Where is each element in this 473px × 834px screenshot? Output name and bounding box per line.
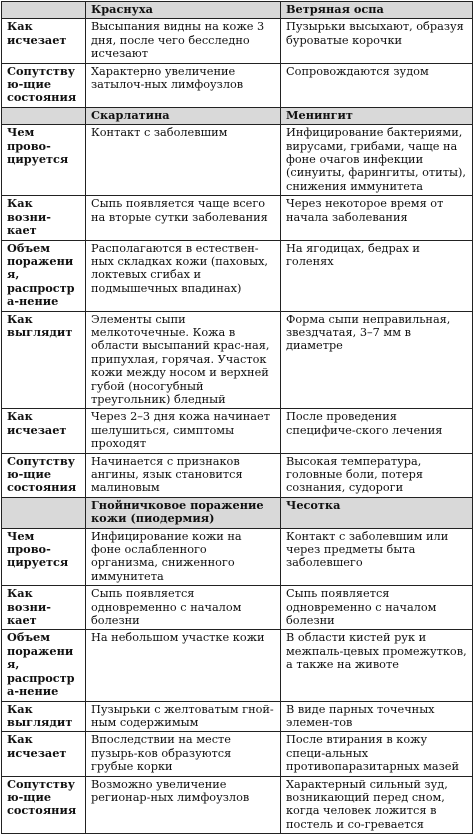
section-header-row xyxy=(2,497,473,528)
disease-name-header: Менингит xyxy=(281,107,473,124)
table-row xyxy=(2,528,473,586)
cell-left-disease: Сыпь появляется одновременно с началом болезни xyxy=(86,586,281,630)
disease-name-header: Краснуха xyxy=(86,2,281,19)
diseases-table xyxy=(1,1,473,834)
row-label: Сопутствую-щие состояния xyxy=(2,63,86,107)
cell-left-disease: Впоследствии на месте пузырь-ков образуются грубые корки xyxy=(86,732,281,776)
disease-name-header: Ветряная оспа xyxy=(281,2,473,19)
table-body xyxy=(2,2,473,834)
row-label: Как выглядит xyxy=(2,701,86,732)
table-row xyxy=(2,311,473,409)
row-label: Как выглядит xyxy=(2,311,86,409)
cell-left-disease: Сыпь появляется чаще всего на вторые сутки заболевания xyxy=(86,196,281,240)
cell-left-disease: Инфицирование кожи на фоне ослабленного организма, сниженного иммунитета xyxy=(86,528,281,586)
cell-right-disease: Пузырьки высыхают, образуя буроватые корочки xyxy=(281,19,473,63)
cell-left-disease: Контакт с заболевшим xyxy=(86,125,281,196)
header-empty-cell xyxy=(2,107,86,124)
cell-right-disease: В виде парных точечных элемен-тов xyxy=(281,701,473,732)
row-label: Как исчезает xyxy=(2,19,86,63)
table-row xyxy=(2,732,473,776)
cell-left-disease: Пузырьки с желтоватым гной-ным содержимым xyxy=(86,701,281,732)
header-empty-cell xyxy=(2,497,86,528)
cell-left-disease: Характерно увеличение затылоч-ных лимфоузлов xyxy=(86,63,281,107)
cell-right-disease: В области кистей рук и межпаль-цевых промежутков, а также на животе xyxy=(281,630,473,701)
cell-left-disease: Возможно увеличение регионар-ных лимфоузлов xyxy=(86,776,281,834)
cell-right-disease: Контакт с заболевшим или через предметы быта заболевшего xyxy=(281,528,473,586)
table-row xyxy=(2,630,473,701)
cell-right-disease: Характерный сильный зуд, возникающий перед сном, когда человек ложится в постель и со-гревается xyxy=(281,776,473,834)
section-header-row xyxy=(2,2,473,19)
row-label: Сопутствую-щие состояния xyxy=(2,453,86,497)
cell-right-disease: Форма сыпи неправильная, звездчатая, 3–7 мм в диаметре xyxy=(281,311,473,409)
header-empty-cell xyxy=(2,2,86,19)
row-label: Как исчезает xyxy=(2,409,86,453)
disease-name-header: Гнойничковое поражение кожи (пиодермия) xyxy=(86,497,281,528)
cell-left-disease: На небольшом участке кожи xyxy=(86,630,281,701)
cell-right-disease: Инфицирование бактериями, вирусами, грибами, чаще на фоне очагов инфекции (синуиты, фарингиты, отиты), снижения иммунитета xyxy=(281,125,473,196)
table-row xyxy=(2,196,473,240)
cell-left-disease: Начинается с признаков ангины, язык становится малиновым xyxy=(86,453,281,497)
table-row xyxy=(2,586,473,630)
table-row xyxy=(2,701,473,732)
row-label: Как возни-кает xyxy=(2,586,86,630)
row-label: Как исчезает xyxy=(2,732,86,776)
cell-left-disease: Элементы сыпи мелкоточечные. Кожа в области высыпаний крас-ная, припухлая, горячая. Участок кожи между носом и верхней губой (носогубный треугольник) бледный xyxy=(86,311,281,409)
cell-right-disease: На ягодицах, бедрах и голенях xyxy=(281,240,473,311)
row-label: Сопутствую-щие состояния xyxy=(2,776,86,834)
table-row xyxy=(2,63,473,107)
cell-right-disease: Через некоторое время от начала заболевания xyxy=(281,196,473,240)
row-label: Чем прово-цируется xyxy=(2,125,86,196)
row-label: Как возни-кает xyxy=(2,196,86,240)
cell-left-disease: Высыпания видны на коже 3 дня, после чего бесследно исчезают xyxy=(86,19,281,63)
table-row xyxy=(2,125,473,196)
row-label: Чем прово-цируется xyxy=(2,528,86,586)
table-row xyxy=(2,19,473,63)
table-row xyxy=(2,409,473,453)
cell-right-disease: Сопровождаются зудом xyxy=(281,63,473,107)
cell-right-disease: После проведения специфиче-ского лечения xyxy=(281,409,473,453)
disease-name-header: Скарлатина xyxy=(86,107,281,124)
disease-name-header: Чесотка xyxy=(281,497,473,528)
table-row xyxy=(2,240,473,311)
cell-right-disease: Сыпь появляется одновременно с началом болезни xyxy=(281,586,473,630)
table-row xyxy=(2,453,473,497)
row-label: Объем поражения, распростра-нение xyxy=(2,240,86,311)
table-row xyxy=(2,776,473,834)
cell-right-disease: Высокая температура, головные боли, потеря сознания, судороги xyxy=(281,453,473,497)
cell-left-disease: Располагаются в естествен-ных складках кожи (паховых, локтевых сгибах и подмышечных впадинах) xyxy=(86,240,281,311)
cell-left-disease: Через 2–3 дня кожа начинает шелушиться, симптомы проходят xyxy=(86,409,281,453)
section-header-row xyxy=(2,107,473,124)
row-label: Объем поражения, распростра-нение xyxy=(2,630,86,701)
cell-right-disease: После втирания в кожу специ-альных противопаразитарных мазей xyxy=(281,732,473,776)
